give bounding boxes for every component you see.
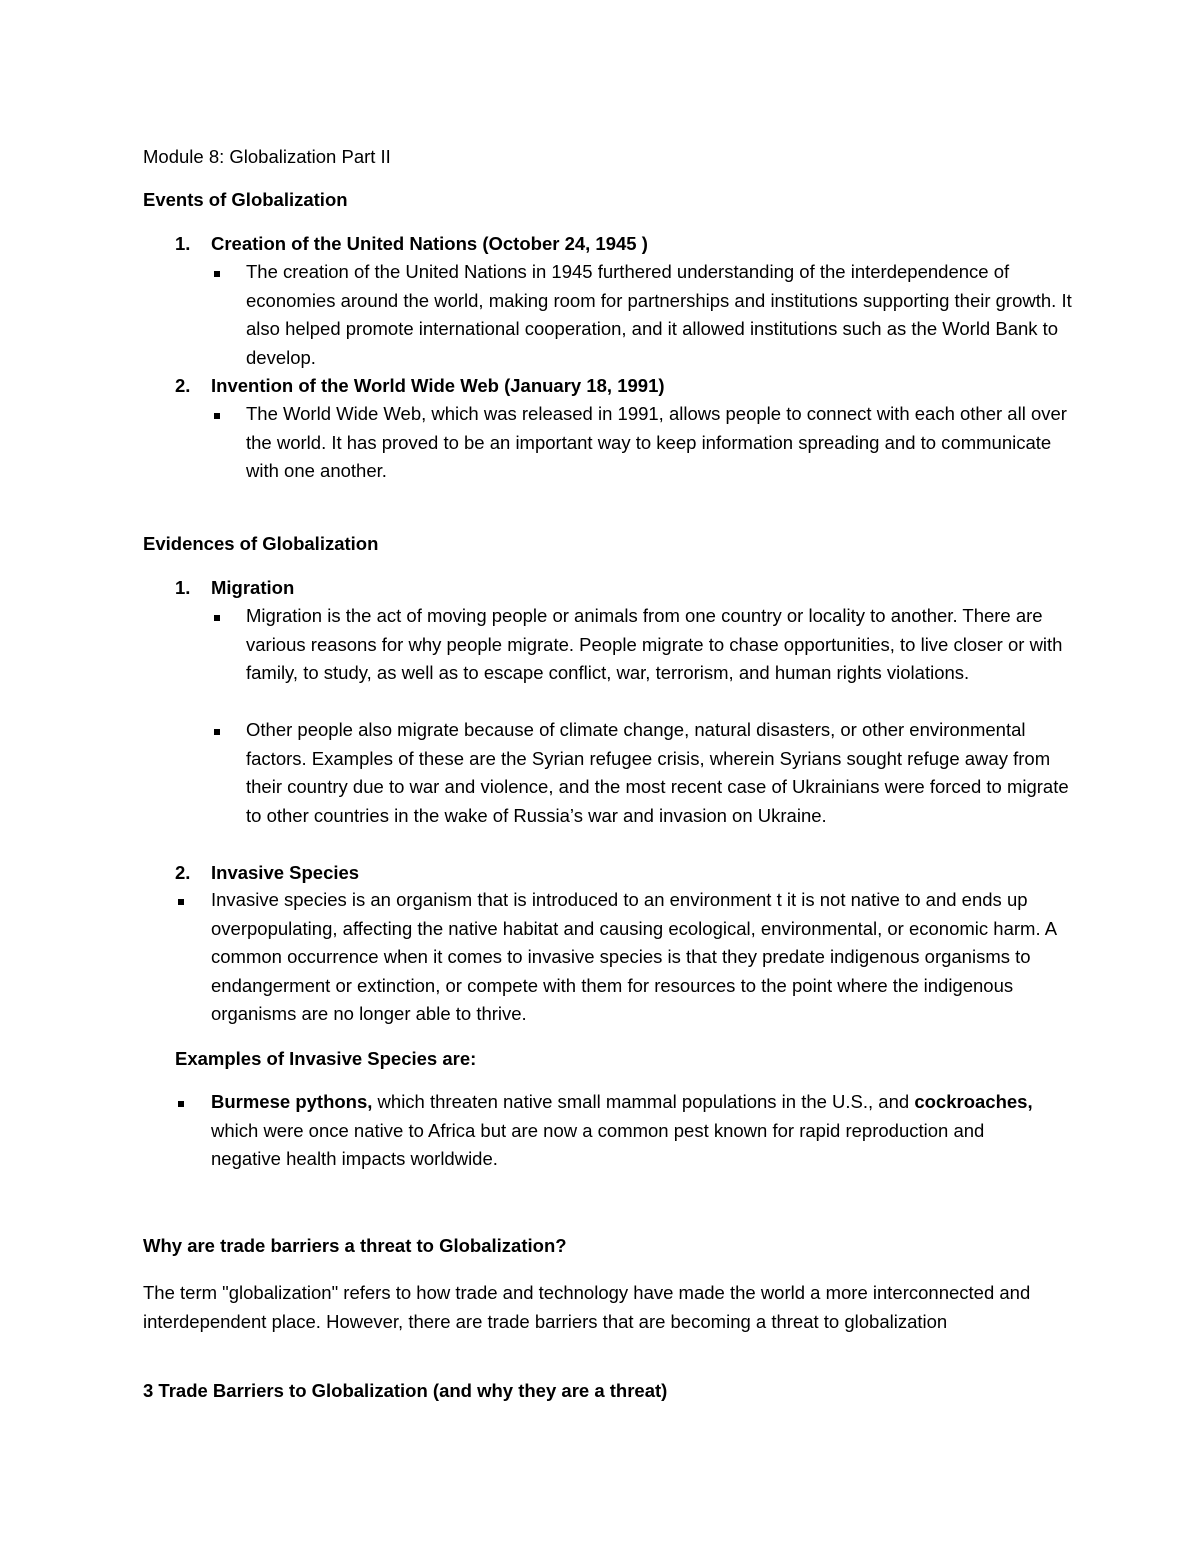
examples-heading: Examples of Invasive Species are: xyxy=(175,1048,477,1069)
migration-number: 1. xyxy=(175,577,191,598)
event-2-number: 2. xyxy=(175,375,191,396)
example-cockroach-text: which were once native to Africa but are now a common pest known for rapid reproduction and negative health impacts worldwide. xyxy=(211,1119,985,1169)
migration-bullet-2: Other people also migrate because of climate change, natural disasters, or other environmental factors. Examples of these are the Syrian refugee crisis, wherein Syrians sought refuge away from their country due to war and violence, and the most recent case of Ukrainians were forced to migrate to other countries in the wake of Russia’s war and invasion on Ukraine. xyxy=(246,719,1069,826)
event-1-bullet: The creation of the United Nations in 1945 furthered understanding of the interdependence of economies around the world, making room for partnerships and institutions supporting their growth. It also helped promote international cooperation, and it allowed institutions such as the World Bank to develop. xyxy=(246,261,1072,368)
migration-heading: Migration xyxy=(211,577,295,598)
bullet-square-icon xyxy=(214,729,220,735)
invasive-number: 2. xyxy=(175,862,191,883)
invasive-example xyxy=(211,1088,1041,1174)
invasive-heading: Invasive Species xyxy=(211,862,360,883)
bullet-square-icon xyxy=(214,615,220,621)
event-2-bullet: The World Wide Web, which was released in 1991, allows people to connect with each other all over the world. It has proved to be an important way to keep information spreading and to communicate with one another. xyxy=(246,403,1067,481)
bullet-square-icon xyxy=(214,413,220,419)
trade-paragraph: The term "globalization" refers to how trade and technology have made the world a more interconnected and interdependent place. However, there are trade barriers that are becoming a threat to globalization xyxy=(143,1282,1031,1332)
events-heading: Events of Globalization xyxy=(143,189,348,210)
example-cockroach-label: cockroaches, xyxy=(914,1091,1033,1112)
event-2-heading: Invention of the World Wide Web (January 18, 1991) xyxy=(211,375,665,396)
document-title: Module 8: Globalization Part II xyxy=(143,146,391,167)
barriers-heading: 3 Trade Barriers to Globalization (and why they are a threat) xyxy=(143,1380,668,1401)
bullet-square-icon xyxy=(178,899,184,905)
event-1-heading: Creation of the United Nations (October 24, 1945 ) xyxy=(211,233,648,254)
migration-bullet-1: Migration is the act of moving people or animals from one country or locality to another. There are various reasons for why people migrate. People migrate to chase opportunities, to live closer or with family, to study, as well as to escape conflict, war, terrorism, and human rights violations. xyxy=(246,605,1063,683)
bullet-square-icon xyxy=(214,271,220,277)
example-python-text: which threaten native small mammal populations in the U.S., and xyxy=(372,1091,915,1112)
evidences-heading: Evidences of Globalization xyxy=(143,533,379,554)
trade-heading: Why are trade barriers a threat to Globalization? xyxy=(143,1235,567,1256)
invasive-bullet: Invasive species is an organism that is introduced to an environment t it is not native to and ends up overpopulating, affecting the native habitat and causing ecological, environmental, or economic harm. A common occurrence when it comes to invasive species is that they predate indigenous organisms to endangerment or extinction, or compete with them for resources to the point where the indigenous organisms are no longer able to thrive. xyxy=(211,889,1057,1024)
example-python-label: Burmese pythons, xyxy=(211,1091,373,1112)
event-1-number: 1. xyxy=(175,233,191,254)
bullet-square-icon xyxy=(178,1101,184,1107)
